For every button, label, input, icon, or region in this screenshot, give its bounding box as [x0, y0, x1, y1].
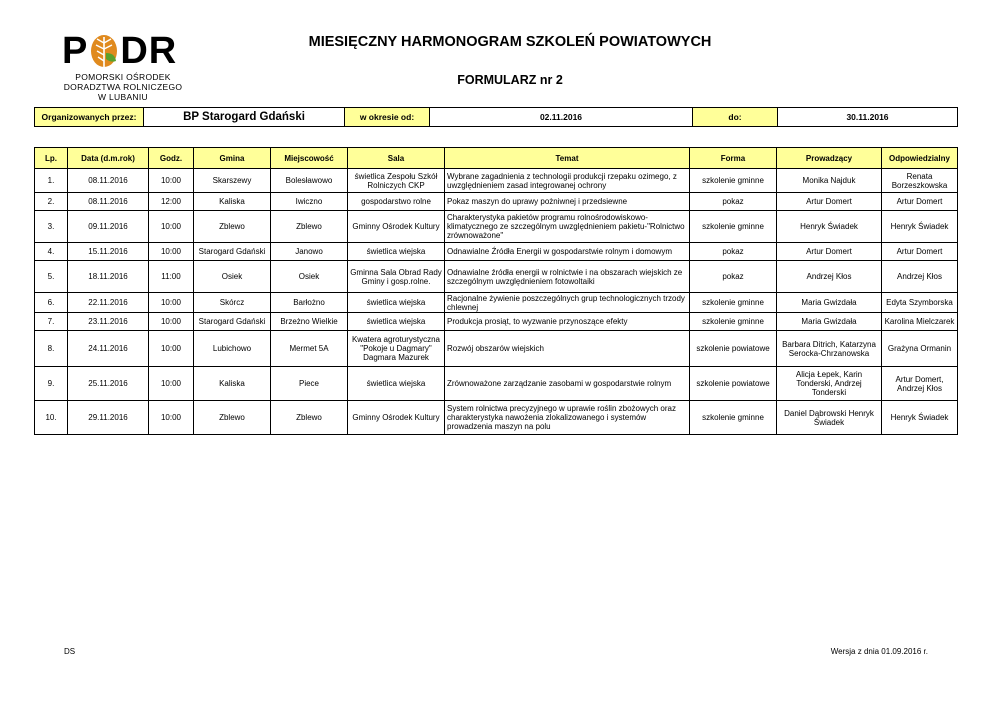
schedule-table [34, 147, 958, 435]
table-row [35, 243, 958, 261]
to-value: 30.11.2016 [778, 108, 958, 127]
row-gmina: Starogard Gdański [194, 243, 271, 261]
row-miejscowosc: Piece [271, 367, 348, 401]
row-temat: Rozwój obszarów wiejskich [445, 331, 690, 367]
row-miejscowosc: Brzeżno Wielkie [271, 313, 348, 331]
row-forma: szkolenie gminne [690, 313, 777, 331]
row-forma: pokaz [690, 261, 777, 293]
row-odpowiedzialny: Karolina Mielczarek [882, 313, 958, 331]
row-forma: szkolenie gminne [690, 169, 777, 193]
row-date: 08.11.2016 [68, 193, 149, 211]
row-prowadzacy: Henryk Świadek [777, 211, 882, 243]
row-odpowiedzialny: Edyta Szymborska [882, 293, 958, 313]
row-prowadzacy: Barbara Ditrich, Katarzyna Serocka-Chrzanowska [777, 331, 882, 367]
wheat-icon [89, 33, 119, 69]
row-prowadzacy: Daniel Dąbrowski Henryk Świadek [777, 401, 882, 435]
table-body [35, 169, 958, 435]
row-odpowiedzialny: Renata Borzeszkowska [882, 169, 958, 193]
row-odpowiedzialny: Henryk Świadek [882, 401, 958, 435]
row-forma: szkolenie powiatowe [690, 367, 777, 401]
row-lp: 5. [35, 261, 68, 293]
col-time: Godz. [149, 148, 194, 169]
row-temat: Zrównoważone zarządzanie zasobami w gospodarstwie rolnym [445, 367, 690, 401]
logo-sub-line-2: DORADZTWA ROLNICZEGO [63, 82, 183, 92]
logo-sub-line-1: POMORSKI OŚRODEK [75, 72, 171, 82]
row-odpowiedzialny: Andrzej Kłos [882, 261, 958, 293]
row-odpowiedzialny: Artur Domert [882, 243, 958, 261]
row-forma: szkolenie gminne [690, 293, 777, 313]
form-number: FORMULARZ nr 2 [457, 73, 563, 87]
row-odpowiedzialny: Henryk Świadek [882, 211, 958, 243]
row-date: 15.11.2016 [68, 243, 149, 261]
row-temat: Wybrane zagadnienia z technologii produkcji rzepaku ozimego, z uwzględnieniem zasad integrowanej ochrony [445, 169, 690, 193]
row-lp: 3. [35, 211, 68, 243]
row-date: 18.11.2016 [68, 261, 149, 293]
row-lp: 8. [35, 331, 68, 367]
row-sala: świetlica Zespołu Szkół Rolniczych CKP [348, 169, 445, 193]
row-sala: Gminny Ośrodek Kultury [348, 401, 445, 435]
row-forma: szkolenie powiatowe [690, 331, 777, 367]
row-odpowiedzialny: Artur Domert [882, 193, 958, 211]
row-date: 24.11.2016 [68, 331, 149, 367]
table-row [35, 331, 958, 367]
row-forma: szkolenie gminne [690, 211, 777, 243]
row-miejscowosc: Barłożno [271, 293, 348, 313]
row-gmina: Kaliska [194, 193, 271, 211]
row-gmina: Zblewo [194, 401, 271, 435]
row-sala: świetlica wiejska [348, 313, 445, 331]
col-odpowiedzialny: Odpowiedzialny [882, 148, 958, 169]
logo-subtitle [62, 72, 184, 102]
row-miejscowosc: Osiek [271, 261, 348, 293]
col-temat: Temat [445, 148, 690, 169]
row-sala: Kwatera agroturystyczna "Pokoje u Dagmary" Dagmara Mazurek [348, 331, 445, 367]
page-title: MIESIĘCZNY HARMONOGRAM SZKOLEŃ POWIATOWYCH [308, 34, 712, 50]
row-miejscowosc: Zblewo [271, 401, 348, 435]
row-sala: gospodarstwo rolne [348, 193, 445, 211]
table-row [35, 293, 958, 313]
row-time: 10:00 [149, 331, 194, 367]
podr-logo [62, 32, 184, 104]
table-row [35, 261, 958, 293]
from-label: w okresie od: [345, 108, 430, 127]
row-time: 10:00 [149, 293, 194, 313]
row-temat: System rolnictwa precyzyjnego w uprawie roślin zbożowych oraz charakterystyka nawożenia zlokalizowanego i systemów prowadzenia maszyn na polu [445, 401, 690, 435]
to-label: do: [693, 108, 778, 127]
footer-version: Wersja z dnia 01.09.2016 r. [830, 647, 928, 656]
row-miejscowosc: Iwiczno [271, 193, 348, 211]
row-gmina: Osiek [194, 261, 271, 293]
row-temat: Racjonalne żywienie poszczególnych grup technologicznych trzody chlewnej [445, 293, 690, 313]
row-gmina: Starogard Gdański [194, 313, 271, 331]
row-time: 10:00 [149, 211, 194, 243]
row-miejscowosc: Bolesławowo [271, 169, 348, 193]
row-time: 10:00 [149, 243, 194, 261]
row-temat: Produkcja prosiąt, to wyzwanie przynoszące efekty [445, 313, 690, 331]
row-lp: 7. [35, 313, 68, 331]
row-miejscowosc: Zblewo [271, 211, 348, 243]
table-row [35, 193, 958, 211]
row-sala: Gminny Ośrodek Kultury [348, 211, 445, 243]
row-odpowiedzialny: Artur Domert, Andrzej Kłos [882, 367, 958, 401]
row-time: 10:00 [149, 313, 194, 331]
col-forma: Forma [690, 148, 777, 169]
col-miejscowosc: Miejscowość [271, 148, 348, 169]
col-gmina: Gmina [194, 148, 271, 169]
row-gmina: Lubichowo [194, 331, 271, 367]
footer-initials: DS [64, 647, 76, 656]
row-time: 10:00 [149, 401, 194, 435]
row-lp: 2. [35, 193, 68, 211]
row-gmina: Zblewo [194, 211, 271, 243]
row-prowadzacy: Artur Domert [777, 193, 882, 211]
row-gmina: Kaliska [194, 367, 271, 401]
org-value: BP Starogard Gdański [144, 108, 345, 127]
row-lp: 1. [35, 169, 68, 193]
col-prowadzacy: Prowadzący [777, 148, 882, 169]
row-date: 08.11.2016 [68, 169, 149, 193]
row-time: 10:00 [149, 169, 194, 193]
row-gmina: Skarszewy [194, 169, 271, 193]
logo-letters-dr: DR [120, 30, 178, 72]
row-forma: pokaz [690, 193, 777, 211]
row-odpowiedzialny: Grażyna Ormanin [882, 331, 958, 367]
logo-mark [62, 32, 184, 70]
col-sala: Sala [348, 148, 445, 169]
row-date: 22.11.2016 [68, 293, 149, 313]
row-lp: 9. [35, 367, 68, 401]
col-lp: Lp. [35, 148, 68, 169]
info-table [34, 107, 958, 127]
row-prowadzacy: Maria Gwizdała [777, 293, 882, 313]
row-time: 11:00 [149, 261, 194, 293]
row-forma: szkolenie gminne [690, 401, 777, 435]
row-temat: Pokaz maszyn do uprawy pożniwnej i przedsiewne [445, 193, 690, 211]
row-temat: Odnawialne Źródła Energii w gospodarstwie rolnym i domowym [445, 243, 690, 261]
row-temat: Odnawialne źródła energii w rolnictwie i na obszarach wiejskich ze szczególnym uwzględnieniem fotowoltaiki [445, 261, 690, 293]
logo-sub-line-3: W LUBANIU [98, 92, 148, 102]
row-forma: pokaz [690, 243, 777, 261]
col-date: Data (d.m.rok) [68, 148, 149, 169]
table-row [35, 169, 958, 193]
row-sala: świetlica wiejska [348, 367, 445, 401]
from-value: 02.11.2016 [430, 108, 693, 127]
row-time: 12:00 [149, 193, 194, 211]
row-date: 25.11.2016 [68, 367, 149, 401]
row-prowadzacy: Maria Gwizdała [777, 313, 882, 331]
header-row [35, 148, 958, 169]
row-sala: świetlica wiejska [348, 243, 445, 261]
table-row [35, 367, 958, 401]
row-temat: Charakterystyka pakietów programu rolnośrodowiskowo-klimatycznego ze szczególnym uwzględnieniem pakietu-"Rolnictwo zrównoważone" [445, 211, 690, 243]
row-date: 23.11.2016 [68, 313, 149, 331]
row-lp: 10. [35, 401, 68, 435]
row-lp: 4. [35, 243, 68, 261]
row-miejscowosc: Mermet 5A [271, 331, 348, 367]
row-prowadzacy: Andrzej Kłos [777, 261, 882, 293]
logo-letter-p: P [62, 30, 89, 72]
row-date: 09.11.2016 [68, 211, 149, 243]
table-row [35, 401, 958, 435]
row-sala: świetlica wiejska [348, 293, 445, 313]
org-label: Organizowanych przez: [35, 108, 144, 127]
row-time: 10:00 [149, 367, 194, 401]
row-prowadzacy: Artur Domert [777, 243, 882, 261]
row-prowadzacy: Monika Najduk [777, 169, 882, 193]
row-lp: 6. [35, 293, 68, 313]
table-row [35, 313, 958, 331]
row-miejscowosc: Janowo [271, 243, 348, 261]
table-row [35, 211, 958, 243]
row-sala: Gminna Sala Obrad Rady Gminy i gosp.rolne. [348, 261, 445, 293]
row-date: 29.11.2016 [68, 401, 149, 435]
row-prowadzacy: Alicja Łepek, Karin Tonderski, Andrzej Tonderski [777, 367, 882, 401]
row-gmina: Skórcz [194, 293, 271, 313]
